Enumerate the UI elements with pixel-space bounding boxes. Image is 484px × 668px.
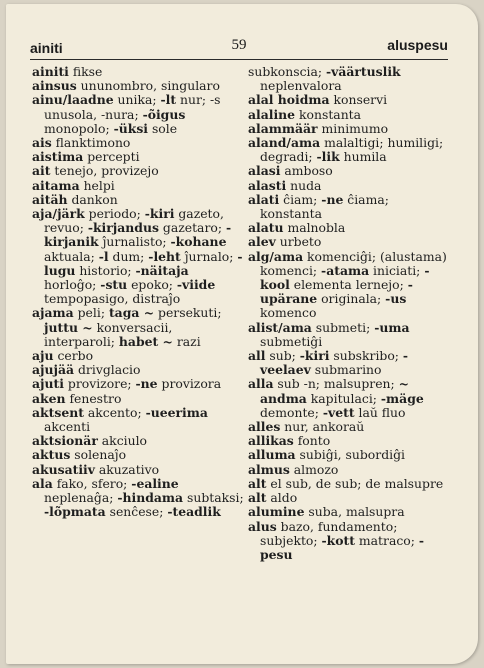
headword: aitäh [32, 191, 68, 207]
headword: all [248, 348, 266, 364]
dictionary-entry [248, 193, 452, 221]
definition-text: razi [172, 333, 201, 349]
definition-text: bazo, fundamento; subjekto; [260, 518, 398, 548]
dictionary-entry [32, 434, 244, 448]
dictionary-entry [248, 491, 452, 505]
headword: -kool [260, 262, 430, 293]
definition-text: ĉiama; konstanta [260, 191, 389, 222]
dictionary-entry [32, 349, 244, 363]
headword: ajuti [32, 376, 64, 392]
headword: alatu [248, 220, 284, 236]
headword: -kirjandus [87, 220, 159, 236]
headword: aken [32, 390, 66, 406]
definition-text: neplenaĝa; [44, 490, 118, 506]
headword: alati [248, 191, 280, 207]
headword: -kohane [170, 234, 227, 250]
definition-text: subskribo; [329, 348, 403, 364]
definition-text: matraco; [354, 532, 419, 548]
definition-text: humila [339, 149, 387, 165]
headword: alles [248, 419, 281, 435]
definition-text: sub -n; malsupren; [273, 376, 399, 392]
definition-text: demonte; [260, 404, 323, 420]
headword: -stu [100, 277, 128, 293]
headword: ainu/laadne [32, 92, 114, 108]
definition-text: submeti; [311, 319, 375, 335]
headword: aktsionär [32, 433, 98, 449]
dictionary-entry [248, 377, 452, 420]
headword: taga ~ [108, 305, 155, 321]
headword: -lt [160, 92, 177, 108]
definition-text: helpi [79, 177, 115, 193]
definition-text: tempopasigo, distraĵo [44, 291, 181, 307]
definition-text: ĵurnalo; [180, 248, 238, 264]
definition-text: epoko; [127, 277, 177, 293]
headword: alal hoidma [248, 92, 330, 108]
dictionary-entry [248, 93, 452, 107]
dictionary-entry [32, 65, 244, 79]
dictionary-entry [32, 93, 244, 136]
headword: -vett [322, 404, 355, 420]
dictionary-entry [248, 321, 452, 349]
dictionary-entry [32, 377, 244, 391]
headword: -näitaja [135, 262, 189, 278]
definition-text: sub; [265, 348, 300, 364]
definition-text: drivglacio [74, 362, 141, 378]
dictionary-entry [248, 420, 452, 434]
dictionary-entry [32, 79, 244, 93]
definition-text: konstanta [295, 106, 362, 122]
definition-text: submetiĝi [260, 333, 323, 349]
headword: ait [32, 163, 51, 179]
header-rule [30, 59, 448, 60]
dictionary-entry [248, 520, 452, 563]
dictionary-entry [32, 363, 244, 377]
dictionary-entry [248, 164, 452, 178]
headword: -kirjanik [44, 220, 232, 250]
headword: -kiri [299, 348, 330, 364]
headword: juttu ~ [44, 319, 93, 335]
dictionary-entry [32, 392, 244, 406]
definition-text: gazetaro; [158, 220, 226, 236]
definition-text: subiĝi, subordiĝi [295, 447, 405, 463]
definition-text: horloĝo; [44, 277, 101, 293]
headword: -üksi [113, 120, 148, 136]
definition-text: gazeto, revuo; [44, 206, 224, 236]
headword: alammäär [248, 120, 318, 136]
definition-text: fako, sfero; [52, 475, 132, 491]
headword: -hindama [117, 490, 184, 506]
definition-text: nuda [286, 177, 322, 193]
headword: allikas [248, 433, 294, 449]
definition-text: malaltigi; humiligi; degradi; [260, 135, 444, 165]
dictionary-entry [248, 463, 452, 477]
definition-text: suba, malsupra [304, 504, 405, 520]
dictionary-entry [32, 448, 244, 462]
headword: ainsus [32, 78, 77, 94]
definition-text: akcento; [83, 404, 146, 420]
headword: -õigus [142, 106, 186, 122]
headword: -upärane [260, 277, 413, 307]
headword: -lugu [44, 248, 243, 278]
headword: -pesu [260, 532, 425, 562]
definition-text: laŭ fluo [354, 404, 406, 420]
headword: -viide [176, 277, 216, 293]
dictionary-entry [248, 505, 452, 519]
headword: alla [248, 376, 274, 392]
definition-text: ununombro, singularo [76, 78, 220, 94]
headword: ala [32, 475, 53, 491]
definition-text: iniciati; [369, 262, 425, 278]
page-header [30, 32, 448, 54]
right-column [248, 65, 452, 562]
definition-text: periodo; [84, 206, 145, 222]
definition-text: subkonscia; [248, 64, 326, 79]
definition-text: aktuala; [44, 248, 99, 264]
definition-text: subtaksi; [183, 490, 244, 506]
headword: aja/järk [32, 206, 85, 222]
headword: -ne [135, 376, 158, 392]
definition-text: akcenti [44, 419, 91, 435]
definition-text: flanktimono [51, 135, 131, 151]
dictionary-entry [248, 448, 452, 462]
definition-text: peli; [73, 305, 109, 321]
headword: -veelaev [260, 348, 409, 378]
headword: -us [385, 291, 407, 307]
definition-text: historio; [75, 262, 136, 278]
header-last-word: aluspesu [387, 37, 448, 53]
definition-text: senĉese; [105, 504, 168, 520]
headword: alaline [248, 106, 296, 122]
headword: -uma [374, 319, 410, 335]
definition-text: aldo [266, 490, 298, 506]
definition-text: solenaĵo [70, 447, 127, 463]
definition-text: cerbo [53, 348, 94, 364]
headword: -kott [321, 532, 355, 548]
definition-text: monopolo; [44, 120, 114, 136]
dictionary-entry [32, 136, 244, 150]
definition-text: konservi [329, 92, 388, 108]
definition-text: nur; -s unusola, -nura; [44, 92, 221, 122]
definition-text: tenejo, provizejo [50, 163, 159, 179]
headword: alist/ama [248, 319, 312, 335]
definition-text: provizore; [63, 376, 136, 392]
headword: aland/ama [248, 135, 321, 151]
definition-text: konversacii, interparoli; [44, 319, 173, 349]
headword: -l [98, 248, 109, 264]
headword: almus [248, 461, 290, 477]
dictionary-entry [248, 108, 452, 122]
dictionary-entry [248, 136, 452, 164]
headword: -ueerima [145, 404, 208, 420]
headword: alasti [248, 177, 287, 193]
headword: ainiti [32, 64, 69, 79]
left-column [32, 65, 244, 520]
dictionary-entry [32, 207, 244, 306]
headword: -lik [316, 149, 340, 165]
dictionary-page [6, 4, 478, 664]
dictionary-entry [248, 477, 452, 491]
dictionary-entry [32, 463, 244, 477]
headword: -atama [321, 262, 370, 278]
headword: -teadlik [167, 504, 221, 520]
definition-text: akciulo [97, 433, 147, 449]
headword: ajama [32, 305, 74, 321]
definition-text: komenciĝi; (alustama) komenci; [260, 248, 447, 278]
headword: aktsent [32, 404, 84, 420]
dictionary-entry [32, 179, 244, 193]
headword: alg/ama [248, 248, 304, 264]
definition-text: kapitulaci; [306, 390, 381, 406]
dictionary-entry [32, 406, 244, 434]
headword: aistima [32, 149, 84, 165]
definition-text: amboso [280, 163, 333, 179]
definition-text: provizora [157, 376, 222, 392]
dictionary-entry [32, 477, 244, 520]
definition-text: fikse [68, 64, 103, 79]
dictionary-entry [248, 434, 452, 448]
definition-text: malnobla [283, 220, 346, 236]
definition-text: neplenvalora [260, 78, 342, 94]
dictionary-entry [248, 122, 452, 136]
dictionary-entry [248, 250, 452, 321]
dictionary-entry [32, 193, 244, 207]
dictionary-entry [248, 179, 452, 193]
headword: ajujää [32, 362, 75, 378]
headword: ~ andma [260, 376, 410, 406]
dictionary-entry [32, 164, 244, 178]
headword: -ne [321, 191, 344, 207]
dictionary-entry [248, 65, 452, 93]
definition-text: sole [148, 120, 178, 136]
headword: habet ~ [118, 333, 173, 349]
definition-text: urbeto [275, 234, 322, 250]
headword: aitama [32, 177, 80, 193]
definition-text: almozo [289, 461, 339, 477]
definition-text: dankon [67, 191, 118, 207]
dictionary-entry [32, 150, 244, 164]
definition-text: ĵurnalisto; [98, 234, 171, 250]
definition-text: originala; [317, 291, 386, 307]
page-number: 59 [231, 37, 247, 53]
headword: alev [248, 234, 276, 250]
definition-text: komenco [260, 305, 317, 321]
definition-text: percepti [83, 149, 140, 165]
headword: alumine [248, 504, 305, 520]
headword: alluma [248, 447, 296, 463]
headword: -kiri [144, 206, 175, 222]
header-first-word: ainiti [30, 40, 63, 56]
definition-text: akuzativo [94, 461, 160, 477]
dictionary-entry [32, 306, 244, 349]
headword: alus [248, 518, 277, 534]
dictionary-entry [248, 235, 452, 249]
definition-text: elementa lernejo; [289, 277, 408, 293]
headword: alt [248, 475, 267, 491]
definition-text: dum; [108, 248, 149, 264]
definition-text: nur, ankoraŭ [280, 419, 365, 435]
headword: aktus [32, 447, 71, 463]
definition-text: ĉiam; [279, 191, 322, 207]
definition-text: minimumo [317, 120, 389, 136]
headword: -väärtuslik [325, 64, 401, 79]
headword: akusatiiv [32, 461, 95, 477]
definition-text: fenestro [65, 390, 122, 406]
headword: -lõpmata [44, 504, 106, 520]
dictionary-entry [248, 221, 452, 235]
headword: -mäge [380, 390, 424, 406]
definition-text: submarino [310, 362, 382, 378]
dictionary-entry [248, 349, 452, 377]
definition-text: fonto [293, 433, 331, 449]
headword: alasi [248, 163, 281, 179]
headword: aju [32, 348, 54, 364]
headword: -ealine [131, 475, 179, 491]
definition-text: unika; [113, 92, 161, 108]
headword: -leht [148, 248, 181, 264]
headword: ais [32, 135, 52, 151]
headword: alt [248, 490, 267, 506]
definition-text: persekuti; [154, 305, 222, 321]
definition-text: el sub, de sub; de malsupre [266, 475, 444, 491]
